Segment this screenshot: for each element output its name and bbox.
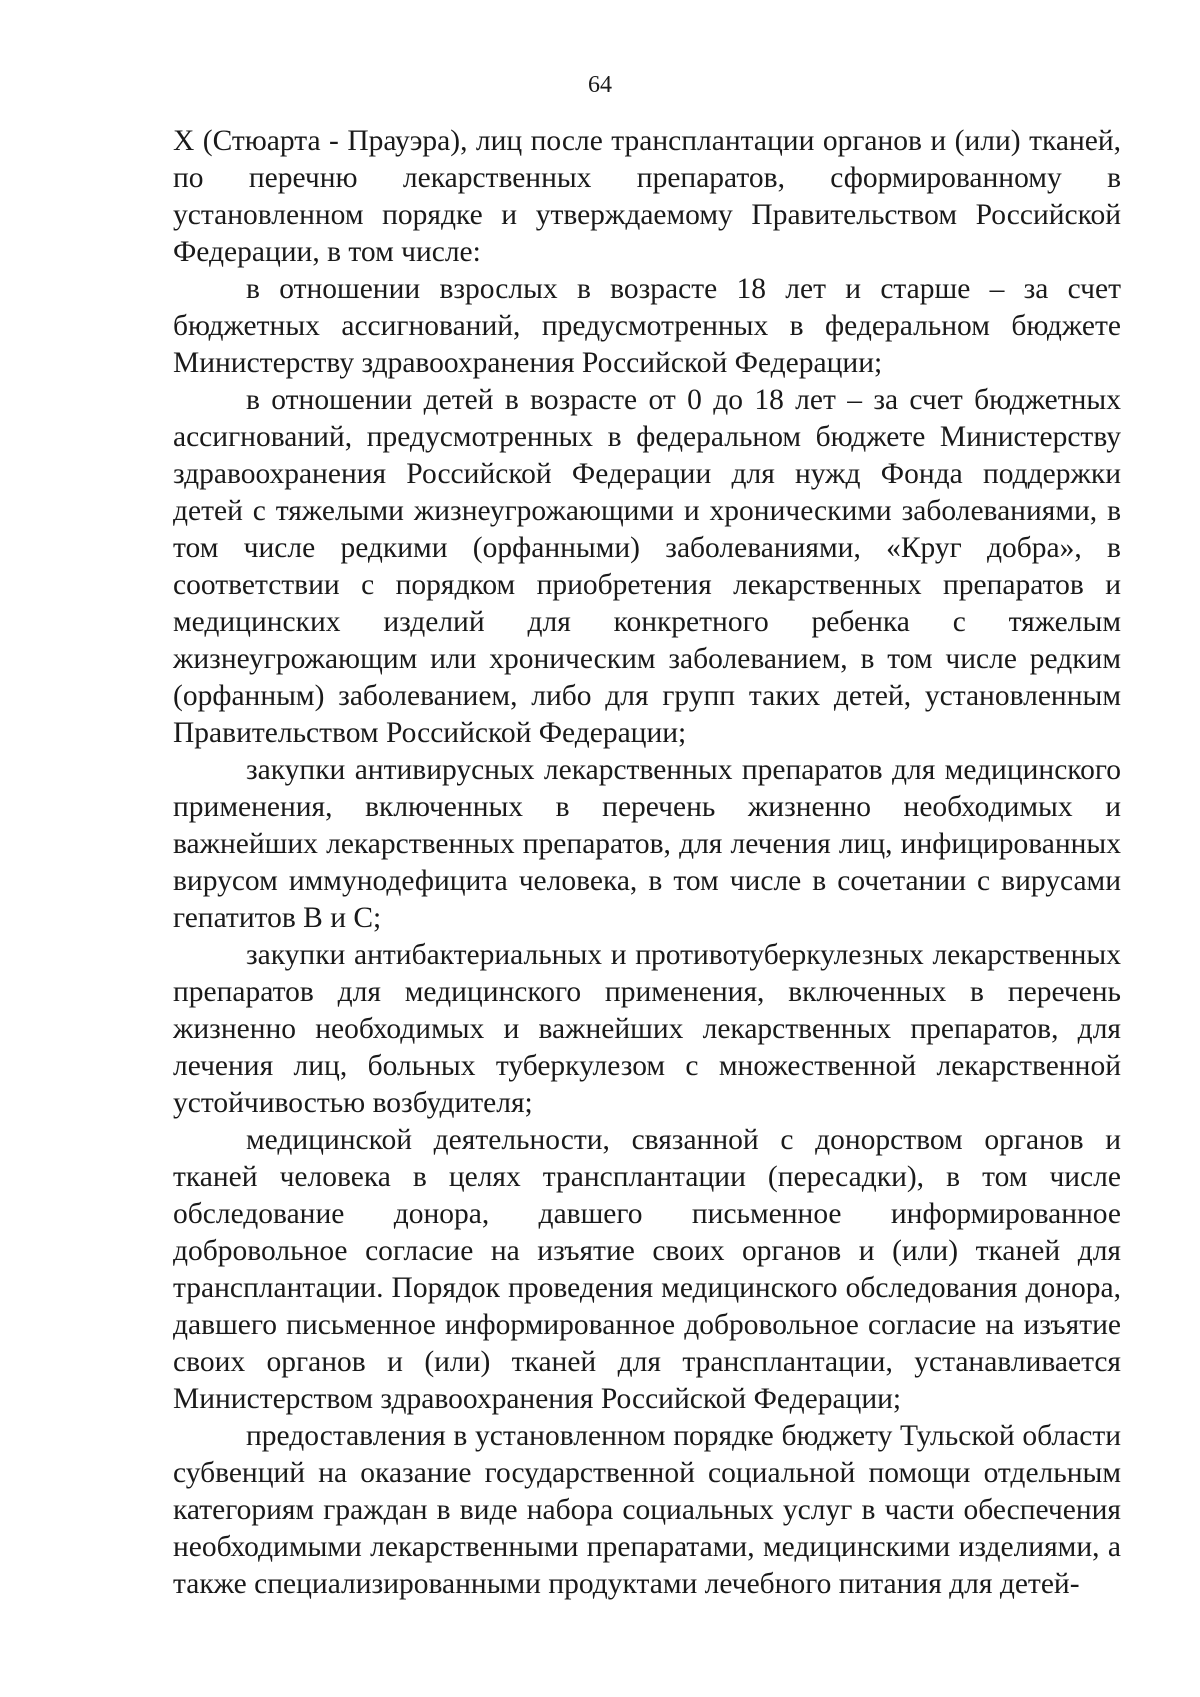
page-number: 64: [588, 72, 612, 98]
paragraph-organ-donation: медицинской деятельности, связанной с донорством органов и тканей человека в целях трансплантации (пересадки), в том числе обследование донора, давшего письменное информированное добровольное согласие на изъятие своих органов и (или) тканей для трансплантации. Порядок проведения медицинского обследования донора, давшего письменное информированное добровольное согласие на изъятие своих органов и (или) тканей для трансплантации, устанавливается Министерством здравоохранения Российской Федерации;: [173, 1124, 1121, 1415]
paragraph-antiviral-purchases: закупки антивирусных лекарственных препаратов для медицинского применения, включенных в перечень жизненно необходимых и важнейших лекарственных препаратов, для лечения лиц, инфицированных вирусом иммунодефицита человека, в том числе в сочетании с вирусами гепатитов В и С;: [173, 754, 1121, 934]
paragraph-antibacterial-purchases: закупки антибактериальных и противотуберкулезных лекарственных препаратов для медицинского применения, включенных в перечень жизненно необходимых и важнейших лекарственных препаратов, для лечения лиц, больных туберкулезом с множественной лекарственной устойчивостью возбудителя;: [173, 939, 1121, 1119]
paragraph-adults: в отношении взрослых в возрасте 18 лет и старше – за счет бюджетных ассигнований, предусмотренных в федеральном бюджете Министерству здравоохранения Российской Федерации;: [173, 273, 1121, 379]
paragraph-subventions: предоставления в установленном порядке бюджету Тульской области субвенций на оказание государственной социальной помощи отдельным категориям граждан в виде набора социальных услуг в части обеспечения необходимыми лекарственными препаратами, медицинскими изделиями, а также специализированными продуктами лечебного питания для детей-: [173, 1420, 1121, 1600]
document-body: [173, 123, 1121, 1603]
paragraph-children: в отношении детей в возрасте от 0 до 18 лет – за счет бюджетных ассигнований, предусмотренных в федеральном бюджете Министерству здравоохранения Российской Федерации для нужд Фонда поддержки детей с тяжелыми жизнеугрожающими и хроническими заболеваниями, в том числе редкими (орфанными) заболеваниями, «Круг добра», в соответствии с порядком приобретения лекарственных препаратов и медицинских изделий для конкретного ребенка с тяжелым жизнеугрожающим или хроническим заболеванием, в том числе редким (орфанным) заболеванием, либо для групп таких детей, установленным Правительством Российской Федерации;: [173, 384, 1121, 749]
paragraph-continuation: Х (Стюарта - Прауэра), лиц после трансплантации органов и (или) тканей, по перечню лекарственных препаратов, сформированному в установленном порядке и утверждаемому Правительством Российской Федерации, в том числе:: [173, 125, 1121, 268]
